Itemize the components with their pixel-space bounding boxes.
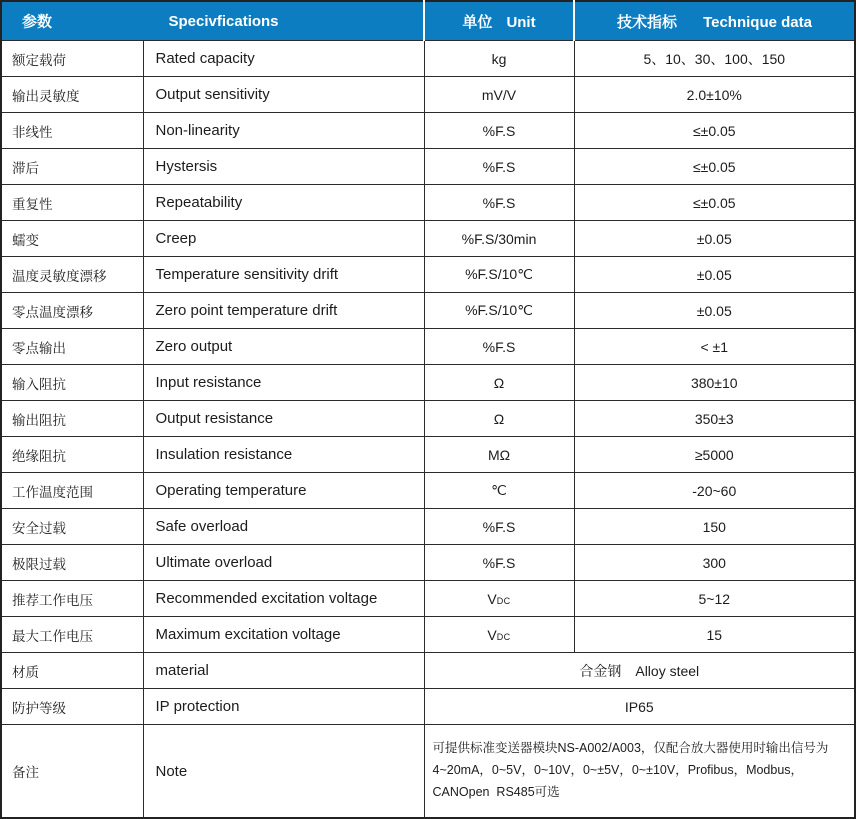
param-name-cn-cell: 重复性	[1, 185, 143, 221]
value-cell: 380±10	[574, 365, 855, 401]
table-row	[1, 257, 855, 293]
unit-text: MΩ	[487, 446, 511, 463]
value-cell: 350±3	[574, 401, 855, 437]
unit-cell	[424, 581, 574, 617]
header-label-tech-cn: 技术指标	[617, 13, 678, 31]
param-name-en-cell: Temperature sensitivity drift	[143, 257, 424, 293]
value-cell: 5、10、30、100、150	[574, 41, 855, 77]
value-cell: ≤±0.05	[574, 149, 855, 185]
unit-text: %F.S	[482, 122, 516, 139]
header-label-unit-cn: 单位	[462, 13, 493, 31]
table-row	[1, 545, 855, 581]
unit-subscript-text: DC	[496, 595, 511, 606]
table-row	[1, 365, 855, 401]
param-name-en-cell: Repeatability	[143, 185, 424, 221]
unit-cell	[424, 617, 574, 653]
param-name-en-cell: Maximum excitation voltage	[143, 617, 424, 653]
param-name-cn-cell: 绝缘阻抗	[1, 437, 143, 473]
header-label-specifications: Specivfications	[168, 12, 279, 30]
merged-value-cell: 合金钢 Alloy steel	[424, 653, 855, 689]
param-name-en-cell: IP protection	[143, 689, 424, 725]
value-cell: -20~60	[574, 473, 855, 509]
unit-text: %F.S/10℃	[465, 302, 533, 318]
param-name-en-cell: Zero output	[143, 329, 424, 365]
param-name-en-cell: Non-linearity	[143, 113, 424, 149]
unit-text: kg	[491, 50, 507, 67]
param-name-cn-cell: 推荐工作电压	[1, 581, 143, 617]
param-name-en-cell: Safe overload	[143, 509, 424, 545]
value-cell: ≤±0.05	[574, 113, 855, 149]
unit-text: %F.S/10℃	[465, 266, 533, 282]
value-cell: 2.0±10%	[574, 77, 855, 113]
header-cell-unit	[424, 1, 574, 41]
value-cell: ≥5000	[574, 437, 855, 473]
table-row	[1, 437, 855, 473]
param-name-en-cell: Recommended excitation voltage	[143, 581, 424, 617]
value-cell: ±0.05	[574, 257, 855, 293]
unit-text: V	[487, 590, 497, 607]
param-name-en-cell: Rated capacity	[143, 41, 424, 77]
param-name-cn-cell: 防护等级	[1, 689, 143, 725]
param-name-en-cell: Output resistance	[143, 401, 424, 437]
table-row	[1, 293, 855, 329]
param-name-cn-cell: 输出灵敏度	[1, 77, 143, 113]
unit-subscript-text: DC	[496, 631, 511, 642]
unit-cell	[424, 113, 574, 149]
table-row	[1, 221, 855, 257]
table-row	[1, 41, 855, 77]
unit-cell	[424, 41, 574, 77]
value-cell: 300	[574, 545, 855, 581]
note-value-cell: 可提供标准变送器模块NS-A002/A003，仅配合放大器使用时输出信号为4~20mA，0~5V，0~10V，0~±5V，0~±10V，Profibus，Modbus，CANOpen RS485可选	[424, 725, 855, 819]
param-name-en-cell: Insulation resistance	[143, 437, 424, 473]
table-row	[1, 617, 855, 653]
param-name-cn-cell: 最大工作电压	[1, 617, 143, 653]
unit-text: %F.S/30min	[461, 230, 537, 247]
unit-cell	[424, 77, 574, 113]
param-name-en-cell: Hystersis	[143, 149, 424, 185]
param-name-cn-cell: 极限过载	[1, 545, 143, 581]
param-name-cn-cell: 输入阻抗	[1, 365, 143, 401]
param-name-cn-cell: 非线性	[1, 113, 143, 149]
unit-cell	[424, 401, 574, 437]
header-row	[1, 1, 855, 41]
param-name-cn-cell: 滞后	[1, 149, 143, 185]
table-body	[1, 41, 855, 819]
unit-text: %F.S	[482, 554, 516, 571]
unit-cell	[424, 473, 574, 509]
param-name-en-cell: Note	[143, 725, 424, 819]
unit-cell	[424, 257, 574, 293]
unit-cell	[424, 365, 574, 401]
unit-text: %F.S	[482, 194, 516, 211]
value-cell: < ±1	[574, 329, 855, 365]
table-row	[1, 689, 855, 725]
unit-text: Ω	[493, 410, 505, 427]
merged-value-cell: IP65	[424, 689, 855, 725]
unit-cell	[424, 185, 574, 221]
table-row	[1, 113, 855, 149]
value-cell: 5~12	[574, 581, 855, 617]
unit-text: %F.S	[482, 338, 516, 355]
param-name-en-cell: material	[143, 653, 424, 689]
unit-text: ℃	[491, 482, 507, 498]
table-row	[1, 329, 855, 365]
value-cell: ±0.05	[574, 293, 855, 329]
table-row	[1, 149, 855, 185]
param-name-cn-cell: 蠕变	[1, 221, 143, 257]
table-row	[1, 725, 855, 819]
param-name-cn-cell: 安全过载	[1, 509, 143, 545]
unit-cell	[424, 545, 574, 581]
header-cell-technique-data	[574, 1, 855, 41]
param-name-cn-cell: 零点温度漂移	[1, 293, 143, 329]
param-name-en-cell: Input resistance	[143, 365, 424, 401]
header-label-unit-en: Unit	[506, 13, 536, 31]
param-name-en-cell: Operating temperature	[143, 473, 424, 509]
value-cell: 150	[574, 509, 855, 545]
param-name-cn-cell: 温度灵敏度漂移	[1, 257, 143, 293]
table-row	[1, 581, 855, 617]
param-name-cn-cell: 零点输出	[1, 329, 143, 365]
unit-cell	[424, 509, 574, 545]
header-label-tech-en: Technique data	[703, 13, 812, 31]
header-cell-specifications	[1, 1, 424, 41]
value-cell: ≤±0.05	[574, 185, 855, 221]
param-name-en-cell: Creep	[143, 221, 424, 257]
value-cell: 15	[574, 617, 855, 653]
unit-cell	[424, 329, 574, 365]
param-name-cn-cell: 输出阻抗	[1, 401, 143, 437]
param-name-cn-cell: 材质	[1, 653, 143, 689]
table-row	[1, 77, 855, 113]
param-name-en-cell: Ultimate overload	[143, 545, 424, 581]
unit-text: V	[487, 626, 497, 643]
table-row	[1, 401, 855, 437]
param-name-en-cell: Output sensitivity	[143, 77, 424, 113]
unit-cell	[424, 293, 574, 329]
param-name-cn-cell: 备注	[1, 725, 143, 819]
unit-text: %F.S	[482, 518, 516, 535]
param-name-cn-cell: 额定载荷	[1, 41, 143, 77]
unit-text: Ω	[493, 374, 505, 391]
param-name-en-cell: Zero point temperature drift	[143, 293, 424, 329]
table-row	[1, 473, 855, 509]
value-cell: ±0.05	[574, 221, 855, 257]
unit-cell	[424, 221, 574, 257]
table-row	[1, 185, 855, 221]
table-row	[1, 509, 855, 545]
unit-text: mV/V	[481, 86, 517, 103]
table-header	[1, 1, 855, 41]
unit-cell	[424, 149, 574, 185]
table-row	[1, 653, 855, 689]
header-label-param-cn: 参数	[22, 13, 53, 31]
unit-text: %F.S	[482, 158, 516, 175]
unit-cell	[424, 437, 574, 473]
param-name-cn-cell: 工作温度范围	[1, 473, 143, 509]
